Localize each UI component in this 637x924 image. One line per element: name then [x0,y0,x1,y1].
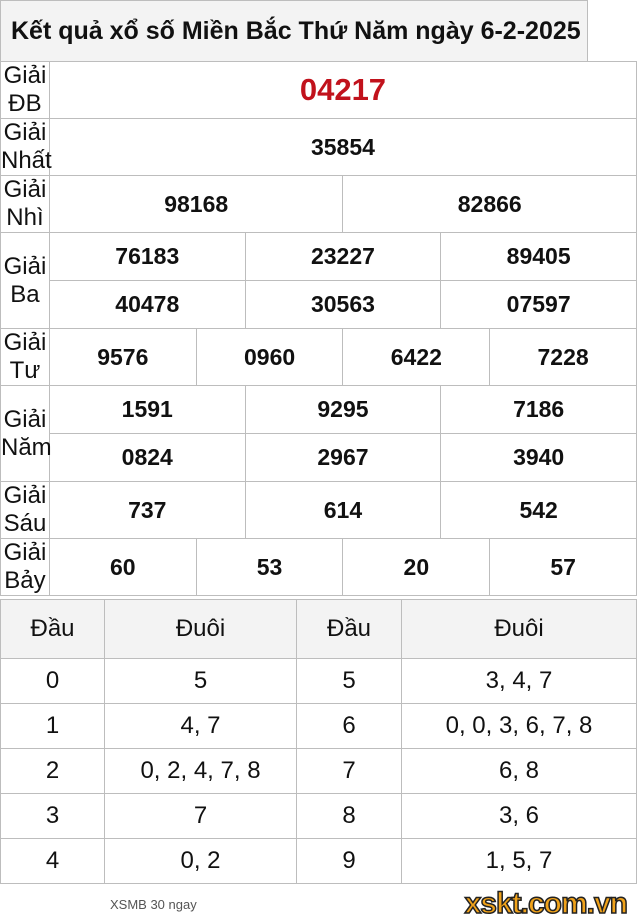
header-head: Đầu [1,600,105,659]
header-head: Đầu [297,600,402,659]
loto-head: 9 [297,839,402,884]
prize-number: 9576 [49,329,196,386]
loto-tails: 0, 0, 3, 6, 7, 8 [402,704,637,749]
prize-number: 23227 [245,233,441,281]
prize-number: 57 [490,539,637,596]
loto-head: 7 [297,749,402,794]
prize-number: 82866 [343,176,637,233]
watermark-logo: xskt.com.vn [464,887,627,920]
header-tail: Đuôi [402,600,637,659]
loto-tails: 5 [105,659,297,704]
loto-row [1,704,637,749]
prize-label: Giải Nhất [1,119,52,174]
prize-number: 40478 [49,281,245,329]
footer-bar [0,884,637,924]
prize-label: Giải Năm [1,386,50,482]
loto-head: 6 [297,704,402,749]
prize-number: 20 [343,539,490,596]
loto-head: 1 [1,704,105,749]
loto-row [1,839,637,884]
loto-tails: 7 [105,794,297,839]
loto-tails: 6, 8 [402,749,637,794]
loto-tails: 3, 4, 7 [402,659,637,704]
loto-tails: 0, 2 [105,839,297,884]
header-tail: Đuôi [105,600,297,659]
loto-head: 5 [297,659,402,704]
prize-number: 1591 [49,386,245,434]
prize-label: Giải Sáu [1,482,50,539]
prize-number: 30563 [245,281,441,329]
prize-number: 7228 [490,329,637,386]
loto-tails: 4, 7 [105,704,297,749]
prize-number: 9295 [245,386,441,434]
prize-number: 7186 [441,386,637,434]
loto-tails: 3, 6 [402,794,637,839]
prize-label: Giải Nhì [1,176,50,233]
prize-number: 35854 [49,119,636,176]
prize-number: 3940 [441,434,637,482]
prize-number: 614 [245,482,441,539]
loto-head: 4 [1,839,105,884]
prize-number: 6422 [343,329,490,386]
page-title: Kết quả xổ số Miền Bắc Thứ Năm ngày 6-2-2025 [1,1,588,62]
prize-number: 60 [49,539,196,596]
prize-number: 0824 [49,434,245,482]
prize-number: 2967 [245,434,441,482]
loto-tails: 1, 5, 7 [402,839,637,884]
loto-tails: 0, 2, 4, 7, 8 [105,749,297,794]
prize-number: 07597 [441,281,637,329]
loto-row [1,659,637,704]
loto-head: 8 [297,794,402,839]
prize-number: 98168 [49,176,343,233]
loto-head: 2 [1,749,105,794]
prize-number: 53 [196,539,343,596]
loto-table [0,599,637,884]
xsmb-30-days-link[interactable]: XSMB 30 ngay [110,896,197,912]
prize-number: 542 [441,482,637,539]
prize-number: 737 [49,482,245,539]
loto-row [1,794,637,839]
special-prize-number: 04217 [49,62,636,119]
prize-number: 89405 [441,233,637,281]
prize-label: Giải Tư [1,329,50,386]
prize-number: 76183 [49,233,245,281]
prize-label: Giải Bảy [1,539,50,596]
prize-number: 0960 [196,329,343,386]
loto-row [1,749,637,794]
prize-label: Giải ĐB [1,62,50,119]
loto-head: 0 [1,659,105,704]
loto-head: 3 [1,794,105,839]
prize-label: Giải Ba [1,233,50,329]
